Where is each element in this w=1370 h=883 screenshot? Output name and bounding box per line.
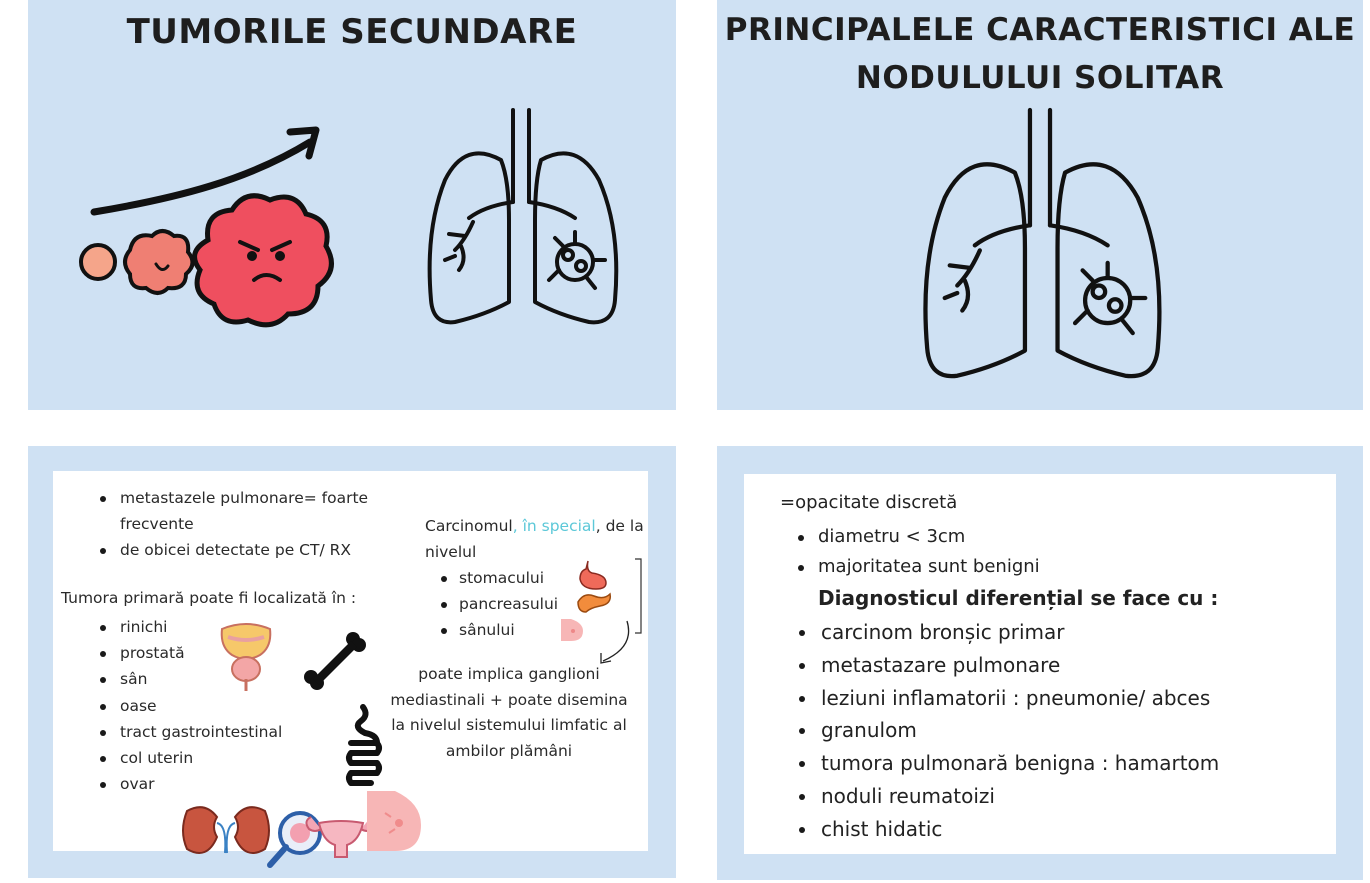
carcinoma-suffix: , de la nivelul (425, 517, 644, 561)
carcinoma-word: Carcinomul (425, 517, 513, 535)
list-item: col uterin (93, 745, 282, 771)
title-line-2: NODULULUI SOLITAR (855, 60, 1225, 96)
bone-icon (303, 631, 363, 691)
list-item: pancreasului (441, 591, 558, 617)
list-item: prostată (93, 640, 282, 666)
slide-differential-diagnosis (717, 446, 1363, 880)
stomach-icon (578, 559, 610, 589)
list-item: noduli reumatoizi (794, 780, 1219, 813)
content-card (53, 471, 648, 851)
content-card (744, 474, 1336, 854)
list-item: tract gastrointestinal (93, 719, 282, 745)
list-item: granulom (794, 714, 1219, 747)
differentials-list (794, 616, 1219, 846)
list-item: majoritatea sunt benigni (794, 552, 1040, 582)
slide-title: TUMORILE SECUNDARE (126, 12, 578, 52)
primary-tumor-label: Tumora primară poate fi localizată în : (61, 589, 357, 607)
list-item: ovar (93, 771, 282, 797)
carcinoma-comma: , (512, 517, 518, 535)
metastasis-facts-list (93, 485, 423, 563)
curved-arrow-icon (597, 619, 637, 669)
list-item: sân (93, 666, 282, 692)
list-item: carcinom bronșic primar (794, 616, 1219, 649)
list-item: metastazare pulmonare (794, 649, 1219, 682)
slide-metastasis-details (28, 446, 676, 878)
list-item: diametru < 3cm (794, 522, 1040, 552)
list-item: metastazele pulmonare= foarte frecvente (93, 485, 423, 537)
list-item: tumora pulmonară benigna : hamartom (794, 747, 1219, 780)
definition-text: =opacitate discretă (780, 492, 958, 513)
lungs-tumor-icon (917, 110, 1173, 392)
list-item: sânului (441, 617, 558, 643)
list-item: stomacului (441, 565, 558, 591)
breast-icon (559, 617, 585, 643)
pancreas-icon (576, 590, 612, 612)
differential-heading: Diagnosticul diferențial se face cu : (818, 586, 1219, 610)
slide-secondary-tumors (28, 0, 676, 410)
nodule-features-list (794, 522, 1040, 582)
title-line-1: PRINCIPALELE CARACTERISTICI ALE (724, 12, 1356, 48)
kidneys-icon (181, 801, 271, 865)
intestine-icon (345, 703, 385, 799)
slide-title (717, 6, 1363, 102)
ganglia-text: poate implica ganglioni mediastinali + poate disemina la nivelul sistemului limfatic al ambilor plămâni (390, 665, 628, 760)
bladder-prostate-icon (218, 623, 274, 693)
slide-solitary-nodule (717, 0, 1363, 410)
lungs-tumor-icon (425, 110, 625, 335)
carcinoma-sites-list (441, 565, 558, 643)
list-item: leziuni inflamatorii : pneumonie/ abces (794, 682, 1219, 715)
list-item: de obicei detectate pe CT/ RX (93, 537, 423, 563)
breast-icon (365, 789, 423, 853)
list-item: rinichi (93, 614, 282, 640)
emphasis-text: în special (517, 517, 596, 535)
list-item: chist hidatic (794, 813, 1219, 846)
list-item: oase (93, 693, 282, 719)
carcinoma-text (425, 513, 648, 565)
